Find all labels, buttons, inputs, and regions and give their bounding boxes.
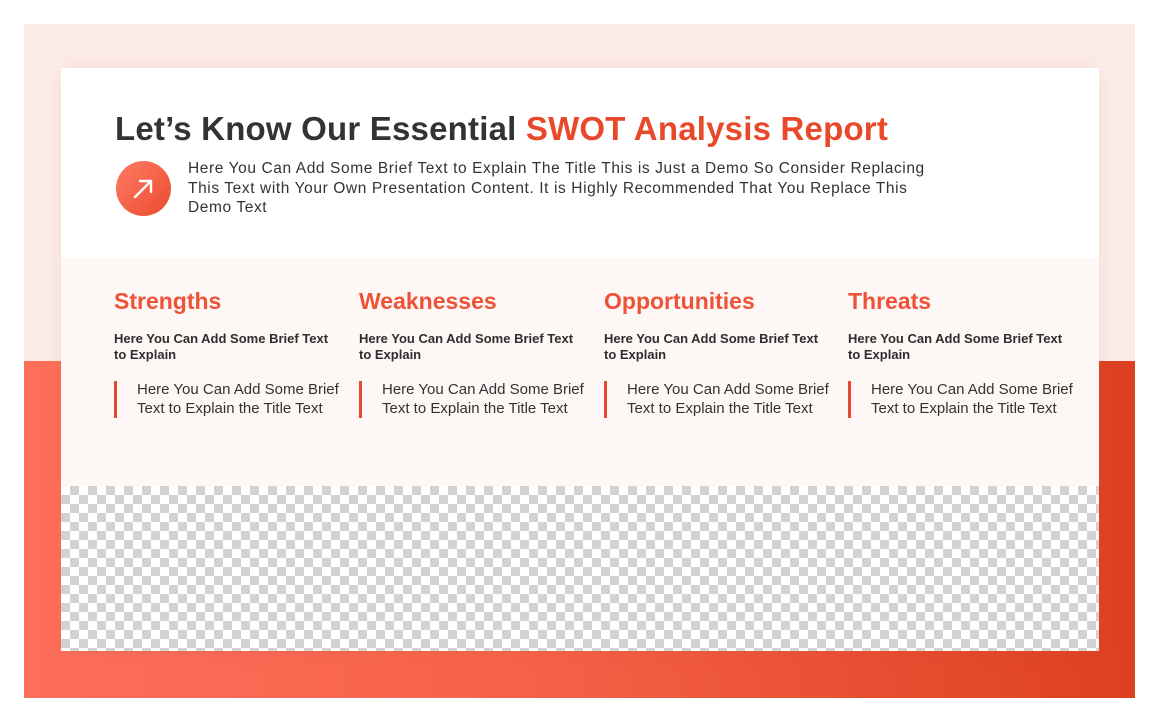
intro-text: Here You Can Add Some Brief Text to Explain The Title This is Just a Demo So Consider Replacing This Text with Your Own Presentation Content. It is Highly Recommended That You Replace This Demo Text bbox=[188, 160, 925, 216]
column-subtext: Here You Can Add Some Brief Text to Explain bbox=[848, 331, 1063, 362]
title-accent: SWOT Analysis Report bbox=[525, 110, 889, 147]
title-main: Let’s Know Our Essential bbox=[115, 110, 526, 147]
slide bbox=[24, 24, 1135, 698]
column-heading: Weaknesses bbox=[359, 288, 497, 314]
swot-column-weaknesses bbox=[359, 288, 589, 418]
swot-column-strengths bbox=[114, 288, 344, 418]
column-note: Here You Can Add Some Brief Text to Explain the Title Text bbox=[359, 381, 592, 418]
column-subtext: Here You Can Add Some Brief Text to Explain bbox=[114, 331, 329, 362]
column-heading: Opportunities bbox=[604, 288, 755, 314]
column-heading: Strengths bbox=[114, 288, 222, 314]
column-subtext: Here You Can Add Some Brief Text to Explain bbox=[604, 331, 819, 362]
column-heading: Threats bbox=[848, 288, 932, 314]
column-note: Here You Can Add Some Brief Text to Explain the Title Text bbox=[114, 381, 347, 418]
column-subtext: Here You Can Add Some Brief Text to Explain bbox=[359, 331, 574, 362]
slide-title bbox=[115, 110, 888, 148]
swot-column-threats bbox=[848, 288, 1078, 418]
image-placeholder bbox=[61, 486, 1099, 651]
swot-column-opportunities bbox=[604, 288, 834, 418]
arrow-up-right-glyph bbox=[132, 177, 155, 200]
content-card bbox=[61, 68, 1099, 651]
column-note: Here You Can Add Some Brief Text to Explain the Title Text bbox=[604, 381, 837, 418]
column-note: Here You Can Add Some Brief Text to Explain the Title Text bbox=[848, 381, 1081, 418]
arrow-up-right-icon bbox=[116, 161, 171, 216]
